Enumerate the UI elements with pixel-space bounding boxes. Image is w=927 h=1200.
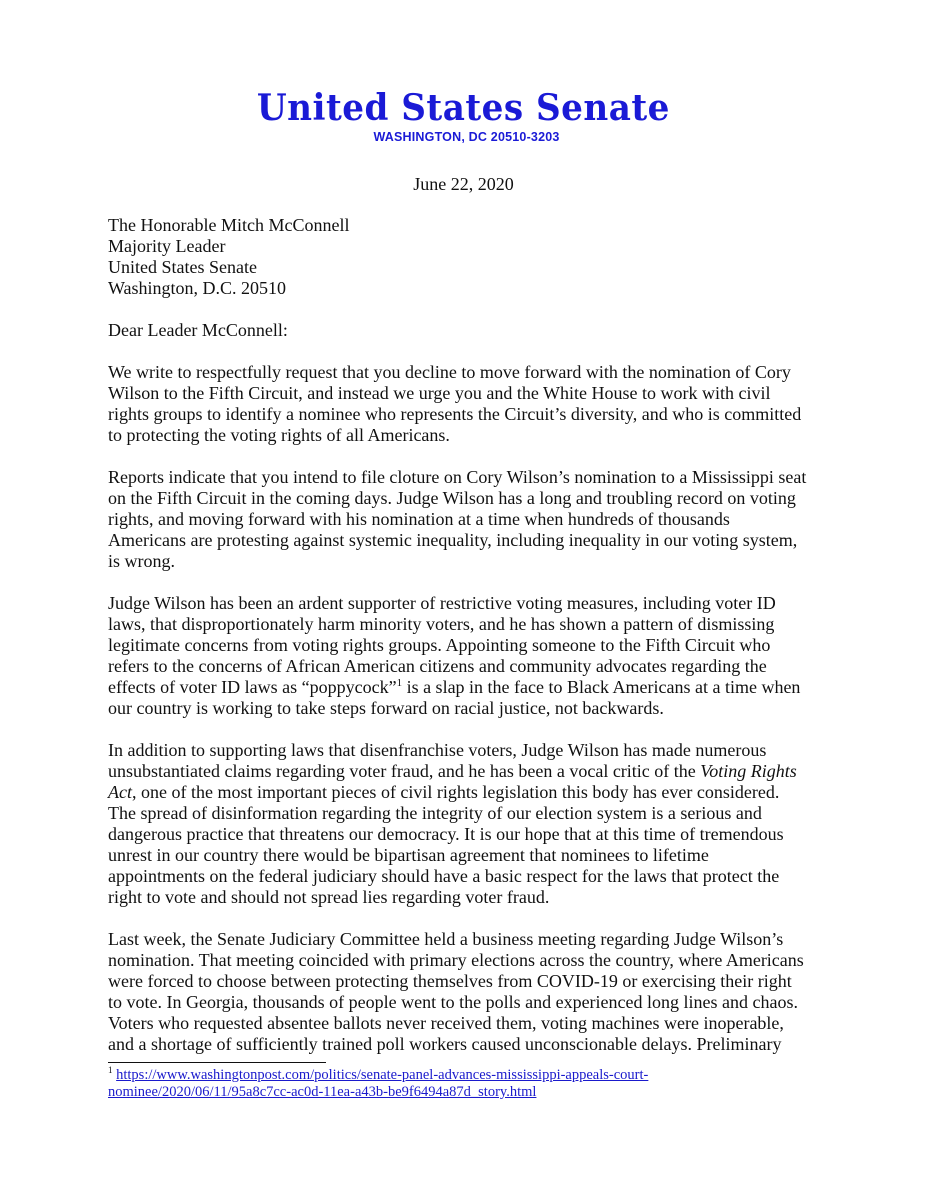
- letter-body: [108, 215, 808, 1076]
- paragraph-4: [108, 740, 808, 908]
- salutation: Dear Leader McConnell:: [108, 320, 288, 340]
- recipient-role: Majority Leader: [108, 236, 226, 256]
- senate-title: United States Senate: [257, 87, 670, 129]
- senate-address: WASHINGTON, DC 20510-3203: [373, 130, 560, 144]
- footnote-reference[interactable]: 1: [396, 677, 403, 689]
- paragraph-3: [108, 593, 808, 719]
- letter-date: June 22, 2020: [413, 174, 514, 194]
- footnote-marker: 1: [108, 1065, 113, 1076]
- recipient-org: United States Senate: [108, 257, 257, 277]
- paragraph-3-text-a: Judge Wilson has been an ardent supporter of restrictive voting measures, including voter ID laws, that disproportionately harm minority voters, and he has shown a pattern of dismissing legitimate concerns from voting rights groups. Appointing someone to the Fifth Circuit who refers to the concerns of African American citizens and community advocates regarding the effects of voter ID laws as “poppycock”: [108, 593, 776, 697]
- footnote: [108, 1067, 828, 1101]
- letterhead: [0, 86, 927, 144]
- recipient-city: Washington, D.C. 20510: [108, 278, 287, 298]
- paragraph-1: We write to respectfully request that you decline to move forward with the nomination of Cory Wilson to the Fifth Circuit, and instead we urge you and the White House to work with civil rights groups to identify a nominee who represents the Circuit’s diversity, and who is committed to protecting the voting rights of all Americans.: [108, 362, 802, 445]
- paragraph-4-text-b: , one of the most important pieces of civil rights legislation this body has ever considered. The spread of disinformation regarding the integrity of our election system is a serious and dangerous practice that threatens our democracy. It is our hope that at this time of tremendous unrest in our country there would be bipartisan agreement that nominees to lifetime appointments on the federal judiciary should have a basic respect for the laws that protect the right to vote and should not spread lies regarding voter fraud.: [108, 782, 784, 907]
- footnote-divider: [108, 1062, 326, 1063]
- paragraph-3-text-b: is a slap in the face to Black Americans at a time when our country is working to take steps forward on racial justice, not backwards.: [108, 677, 801, 718]
- footnote-link[interactable]: https://www.washingtonpost.com/politics/senate-panel-advances-mississippi-appeals-court-nominee/2020/06/11/95a8c7cc-ac0d-11ea-a43b-be9f6494a87d_story.html: [108, 1067, 649, 1100]
- recipient-block: [108, 215, 808, 299]
- paragraph-5: Last week, the Senate Judiciary Committee held a business meeting regarding Judge Wilson’s nomination. That meeting coincided with primary elections across the country, where Americans were forced to choose between protecting themselves from COVID-19 or exercising their right to vote. In Georgia, thousands of people went to the polls and experienced long lines and chaos. Voters who requested absentee ballots never received them, voting machines were inoperable, and a shortage of sufficiently trained poll workers caused unconscionable delays. Preliminary: [108, 929, 804, 1054]
- paragraph-2: Reports indicate that you intend to file cloture on Cory Wilson’s nomination to a Mississippi seat on the Fifth Circuit in the coming days. Judge Wilson has a long and troubling record on voting rights, and moving forward with his nomination at a time when hundreds of thousands Americans are protesting against systemic inequality, including inequality in our voting system, is wrong.: [108, 467, 807, 571]
- voting-rights-act-title: Voting Rights Act: [108, 761, 797, 802]
- recipient-name: The Honorable Mitch McConnell: [108, 215, 350, 235]
- paragraph-4-text-a: In addition to supporting laws that disenfranchise voters, Judge Wilson has made numerous unsubstantiated claims regarding voter fraud, and he has been a vocal critic of the: [108, 740, 767, 781]
